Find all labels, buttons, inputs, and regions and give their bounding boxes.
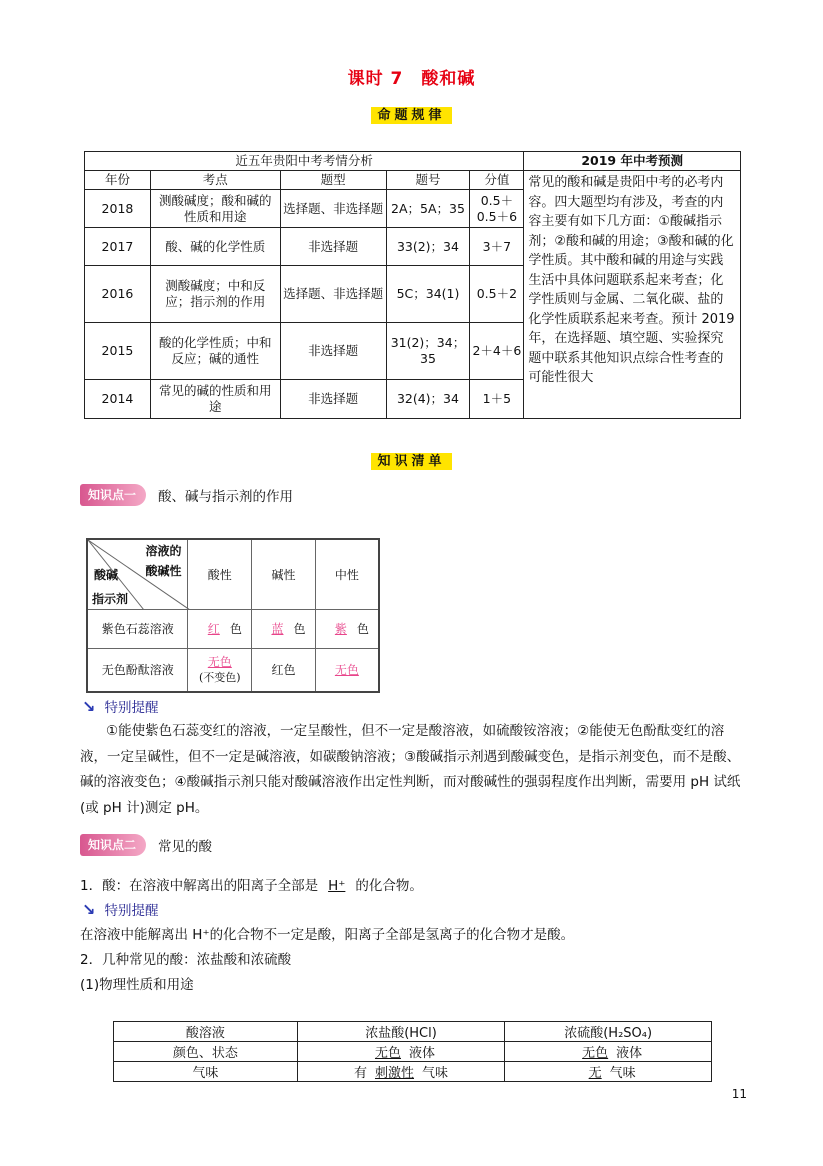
col-header: 题号 [386, 171, 470, 190]
post-text: 液体 [616, 1046, 643, 1061]
fill-answer: 刺激性 [374, 1066, 414, 1081]
diag-label: 溶液的 [145, 544, 182, 558]
fill-answer: 红 [207, 622, 220, 636]
table-row [114, 1062, 712, 1082]
fill-answer: 紫 [334, 622, 347, 636]
post-text: 气味 [422, 1066, 449, 1081]
fill-answer: 无色 [334, 663, 359, 678]
row-label: 颜色、状态 [114, 1042, 298, 1062]
section-banner-exam-pattern [0, 104, 823, 123]
cell-year: 2017 [85, 228, 151, 266]
note: (不变色) [199, 670, 241, 684]
special-reminder-2 [82, 899, 159, 919]
cell-h2so4 [505, 1042, 712, 1062]
color-suffix: 色 [293, 622, 306, 636]
post-text: 液体 [408, 1046, 435, 1061]
row-label: 无色酚酞溶液 [87, 648, 188, 692]
cell-num: 33(2)；34 [386, 228, 470, 266]
cell-point: 常见的碱的性质和用途 [150, 380, 280, 419]
fill-answer: 无色 [582, 1046, 609, 1061]
definition-text: 1．酸：在溶液中解离出的阳离子全部是 [80, 878, 319, 894]
cell-num: 5C；34(1) [386, 266, 470, 323]
col-header: 浓盐酸(HCl) [297, 1022, 505, 1042]
cell-acid [188, 648, 252, 692]
page-number: 11 [731, 1087, 747, 1101]
diagonal-header-cell [87, 539, 188, 609]
cell-year: 2018 [85, 190, 151, 228]
cell-year: 2014 [85, 380, 151, 419]
table-row [87, 609, 379, 648]
pre-text: 有 [353, 1066, 367, 1081]
definition-text: 的化合物。 [355, 878, 423, 894]
reminder-text: 在溶液中能解离出 H⁺的化合物不一定是酸，阳离子全部是氢离子的化合物才是酸。 [80, 927, 575, 943]
fill-answer: H⁺ [328, 878, 346, 894]
knowledge-point-2 [80, 834, 212, 856]
row-label: 紫色石蕊溶液 [87, 609, 188, 648]
col-header: 碱性 [252, 539, 316, 609]
fill-answer: 无色 [207, 654, 232, 669]
cell-score: 0.5＋0.5＋6 [470, 190, 524, 228]
cell-hcl [297, 1042, 505, 1062]
table-header-prediction: 2019 年中考预测 [524, 152, 741, 171]
col-header: 酸溶液 [114, 1022, 298, 1042]
col-header: 中性 [315, 539, 379, 609]
arrow-icon: ↘ [82, 697, 96, 716]
col-header: 年份 [85, 171, 151, 190]
item-heading: 2．几种常见的酸：浓盐酸和浓硫酸 [80, 952, 292, 968]
cell-base: 红色 [252, 648, 316, 692]
knowledge-point-badge: 知识点二 [80, 834, 146, 856]
row-label: 气味 [114, 1062, 298, 1082]
exam-analysis-table [84, 151, 741, 419]
cell-type: 选择题、非选择题 [280, 266, 386, 323]
reminder-label: 特别提醒 [104, 700, 159, 716]
table-header-analysis: 近五年贵阳中考考情分析 [85, 152, 524, 171]
table-row [87, 648, 379, 692]
fill-answer: 蓝 [271, 622, 284, 636]
cell-num: 2A；5A；35 [386, 190, 470, 228]
cell-num: 32(4)；34 [386, 380, 470, 419]
diag-label: 酸碱性 [145, 564, 182, 578]
knowledge-point-title: 常见的酸 [158, 839, 213, 855]
banner-label: 命题规律 [371, 107, 451, 124]
indicator-table [86, 538, 380, 693]
cell-neutral [315, 609, 379, 648]
acid-definition [80, 874, 423, 894]
cell-hcl [297, 1062, 505, 1082]
fill-answer: 无 [588, 1066, 602, 1081]
cell-neutral [315, 648, 379, 692]
cell-year: 2016 [85, 266, 151, 323]
section-banner-knowledge [0, 450, 823, 469]
cell-type: 非选择题 [280, 228, 386, 266]
reminder-label: 特别提醒 [104, 903, 159, 919]
knowledge-point-badge: 知识点一 [80, 484, 146, 506]
cell-year: 2015 [85, 323, 151, 380]
banner-label: 知识清单 [371, 453, 451, 470]
diag-label: 酸碱 [94, 568, 119, 582]
cell-score: 1＋5 [470, 380, 524, 419]
acid-properties-table [113, 1021, 712, 1082]
col-header: 分值 [470, 171, 524, 190]
special-reminder-1 [82, 696, 159, 716]
table-row [114, 1042, 712, 1062]
cell-type: 非选择题 [280, 323, 386, 380]
cell-h2so4 [505, 1062, 712, 1082]
prediction-text: 常见的酸和碱是贵阳中考的必考内容。四大题型均有涉及，考查的内容主要有如下几方面：①酸碱指示剂；②酸和碱的用途；③酸和碱的化学性质。其中酸和碱的用途与实践生活中具体问题联系起来考查；化学性质则与金属、二氧化碳、盐的化学性质联系起来考查。预计 2019 年，在选择题、填空题、实验探究题中联系其他知识点综合性考查的可能性很大 [524, 171, 741, 419]
sub-item-heading: (1)物理性质和用途 [80, 977, 194, 993]
cell-score: 2＋4＋6 [470, 323, 524, 380]
color-suffix: 色 [229, 622, 242, 636]
knowledge-point-1 [80, 484, 293, 506]
cell-point: 测酸碱度；中和反应；指示剂的作用 [150, 266, 280, 323]
page-title: 课时 7 酸和碱 [347, 69, 476, 89]
col-header: 浓硫酸(H₂SO₄) [505, 1022, 712, 1042]
cell-point: 酸的化学性质；中和反应；碱的通性 [150, 323, 280, 380]
cell-point: 酸、碱的化学性质 [150, 228, 280, 266]
cell-score: 0.5＋2 [470, 266, 524, 323]
fill-answer: 无色 [374, 1046, 401, 1061]
col-header: 考点 [150, 171, 280, 190]
diag-label: 指示剂 [92, 592, 129, 606]
reminder-paragraph: ①能使紫色石蕊变红的溶液，一定呈酸性，但不一定是酸溶液，如硫酸铵溶液；②能使无色酚酞变红的溶液，一定呈碱性，但不一定是碱溶液，如碳酸钠溶液；③酸碱指示剂遇到酸碱变色，是指示剂变色，而不是酸、碱的溶液变色；④酸碱指示剂只能对酸碱溶液作出定性判断，而对酸碱性的强弱程度作出判断，需要用 pH 试纸(或 pH 计)测定 pH。 [80, 723, 741, 816]
color-suffix: 色 [356, 622, 369, 636]
col-header: 题型 [280, 171, 386, 190]
arrow-icon: ↘ [82, 900, 96, 919]
cell-point: 测酸碱度；酸和碱的性质和用途 [150, 190, 280, 228]
post-text: 气味 [609, 1066, 636, 1081]
cell-base [252, 609, 316, 648]
cell-type: 非选择题 [280, 380, 386, 419]
knowledge-point-title: 酸、碱与指示剂的作用 [158, 489, 294, 505]
cell-num: 31(2)；34；35 [386, 323, 470, 380]
col-header: 酸性 [188, 539, 252, 609]
cell-acid [188, 609, 252, 648]
cell-type: 选择题、非选择题 [280, 190, 386, 228]
cell-score: 3＋7 [470, 228, 524, 266]
